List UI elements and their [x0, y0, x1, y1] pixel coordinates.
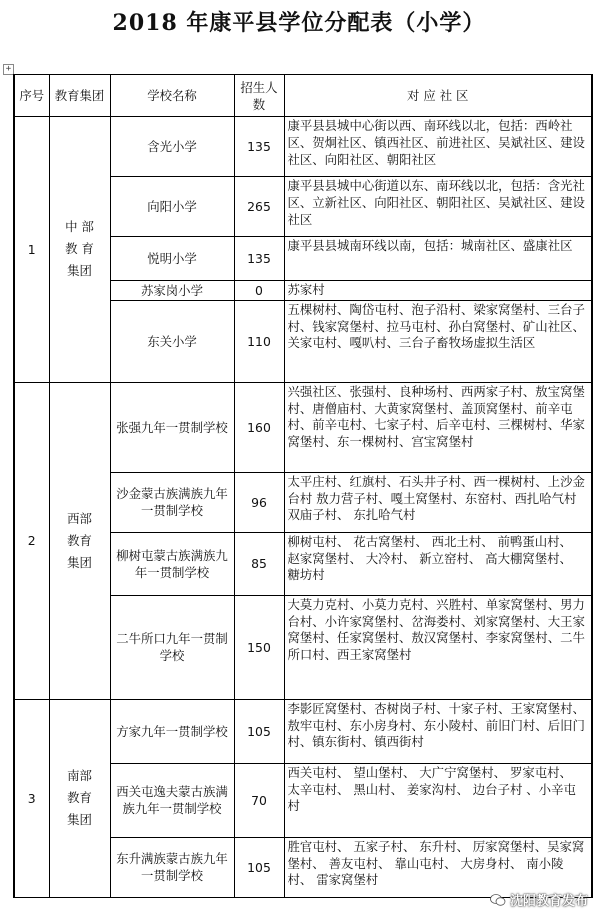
group-number: 1 — [14, 117, 49, 383]
school-name: 沙金蒙古族满族九年一贯制学校 — [110, 472, 234, 532]
table-row — [14, 117, 592, 177]
table-row — [14, 699, 592, 763]
enroll-count: 150 — [234, 595, 284, 699]
group-number: 3 — [14, 699, 49, 897]
watermark-text: 沈阳教育发布 — [509, 894, 588, 909]
school-name: 二牛所口九年一贯制学校 — [110, 595, 234, 699]
area-communities: 康平县县城中心街道以东、南环线以北，包括：含光社区、立新社区、向阳社区、朝阳社区、吴斌社区、建设社区 — [284, 177, 592, 237]
header-enroll: 招生人数 — [234, 75, 284, 117]
school-name: 苏家岗小学 — [110, 281, 234, 301]
table-row — [14, 382, 592, 472]
allocation-table — [13, 74, 593, 898]
area-communities: 柳树屯村、 花古窝堡村、 西北土村、 前鸭蛋山村、 赵家窝堡村、 大冷村、 新立窑村、 高大棚窝堡村、 糖坊村 — [284, 532, 592, 595]
wechat-icon — [490, 893, 506, 907]
school-name: 悦明小学 — [110, 237, 234, 281]
school-name: 张强九年一贯制学校 — [110, 382, 234, 472]
area-communities: 李影匠窝堡村、杏树岗子村、十家子村、王家窝堡村、敖牢屯村、东小房身村、东小陵村、前旧门村、后旧门村、镇东街村、镇西街村 — [284, 699, 592, 763]
enroll-count: 105 — [234, 837, 284, 897]
school-name: 西关屯逸夫蒙古族满族九年一贯制学校 — [110, 763, 234, 837]
school-name: 方家九年一贯制学校 — [110, 699, 234, 763]
enroll-count: 105 — [234, 699, 284, 763]
enroll-count: 70 — [234, 763, 284, 837]
area-communities: 兴强社区、张强村、良种场村、西两家子村、敖宝窝堡村、唐僧庙村、大黄家窝堡村、盖顶窝堡村、前辛屯村、前辛屯村、七家子村、后辛屯村、三棵树村、华家窝堡村、东一棵树村、宫宝窝堡村 — [284, 382, 592, 472]
area-communities: 康平县县城中心街以西、南环线以北，包括：西岭社区、贺炯社区、镇西社区、前进社区、吴斌社区、建设社区、向阳社区、朝阳社区 — [284, 117, 592, 177]
enroll-count: 135 — [234, 117, 284, 177]
table-body — [14, 117, 592, 898]
enroll-count: 110 — [234, 300, 284, 382]
group-name: 西部 教育 集团 — [49, 382, 110, 699]
area-communities: 胜官屯村、 五家子村、 东升村、 厉家窝堡村、吴家窝堡村、 善友屯村、 靠山屯村、 大房身村、 南小陵村、 雷家窝堡村 — [284, 837, 592, 897]
school-name: 东关小学 — [110, 300, 234, 382]
area-communities: 苏家村 — [284, 281, 592, 301]
enroll-count: 135 — [234, 237, 284, 281]
move-anchor-icon[interactable]: + — [3, 64, 14, 75]
enroll-count: 0 — [234, 281, 284, 301]
area-communities: 西关屯村、 望山堡村、 大广宁窝堡村、 罗家屯村、 太辛屯村、 黑山村、 姜家沟村、 边台子村 、小辛屯村 — [284, 763, 592, 837]
group-name: 南部 教育 集团 — [49, 699, 110, 897]
enroll-count: 96 — [234, 472, 284, 532]
header-area: 对 应 社 区 — [284, 75, 592, 117]
enroll-count: 85 — [234, 532, 284, 595]
page-title: 2018 年康平县学位分配表（小学） — [112, 10, 486, 36]
header-row — [14, 75, 592, 117]
header-school: 学校名称 — [110, 75, 234, 117]
school-name: 东升满族蒙古族九年一贯制学校 — [110, 837, 234, 897]
area-communities: 大莫力克村、小莫力克村、兴胜村、单家窝堡村、男力台村、小许家窝堡村、岔海娄村、刘家窝堡村、大王家窝堡村、任家窝堡村、敖汉窝堡村、李家窝堡村、二牛所口村、西王家窝堡村 — [284, 595, 592, 699]
school-name: 柳树屯蒙古族满族九年一贯制学校 — [110, 532, 234, 595]
header-num: 序号 — [14, 75, 49, 117]
school-name: 向阳小学 — [110, 177, 234, 237]
area-communities: 康平县县城南环线以南，包括：城南社区、盛康社区 — [284, 237, 592, 281]
watermark — [490, 890, 588, 909]
group-number: 2 — [14, 382, 49, 699]
area-communities: 太平庄村、红旗村、石头井子村、西一棵树村、上沙金台村 敖力营子村、嘎土窝堡村、东窑村、西扎哈气村 双庙子村、 东扎哈气村 — [284, 472, 592, 532]
enroll-count: 265 — [234, 177, 284, 237]
enroll-count: 160 — [234, 382, 284, 472]
header-group: 教育集团 — [49, 75, 110, 117]
area-communities: 五棵树村、陶岱屯村、泡子沿村、梁家窝堡村、三台子村、钱家窝堡村、拉马屯村、孙白窝堡村、矿山社区、关家屯村、嘎叭村、三台子畜牧场虚拟生活区 — [284, 300, 592, 382]
group-name: 中 部 教 育 集团 — [49, 117, 110, 383]
school-name: 含光小学 — [110, 117, 234, 177]
